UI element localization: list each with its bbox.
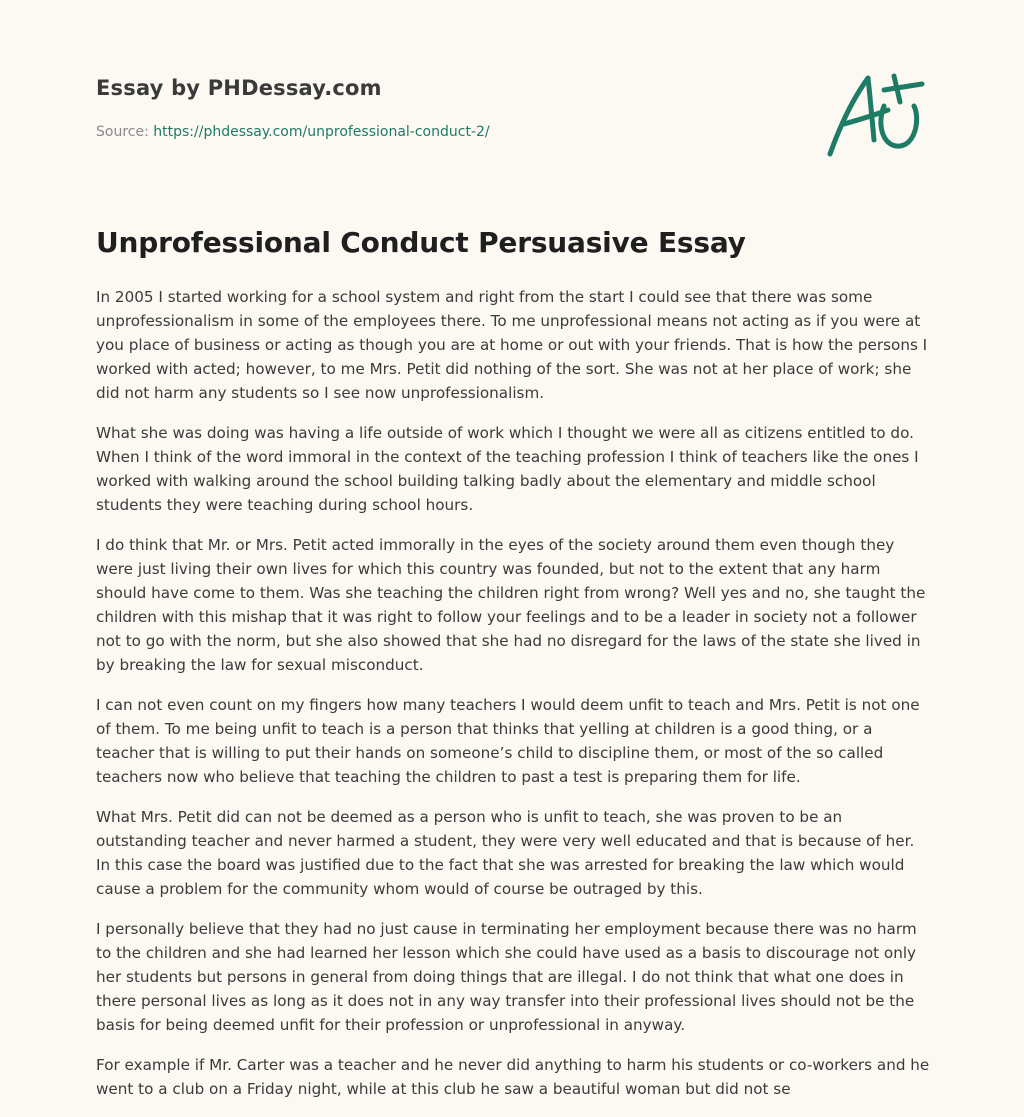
essay-paragraph: I do think that Mr. or Mrs. Petit acted immorally in the eyes of the society around them even though they were just living their own lives for which this country was founded, but not to the extent that any harm should have come to them. Was she teaching the children right from wrong? Well yes and no, she taught the children with this mishap that it was right to follow your feelings and to be a leader in society not a follower not to go with the norm, but she also showed that she had no disregard for the laws of the state she lived in by breaking the law for sexual misconduct. <box>96 536 926 674</box>
essay-title: Unprofessional Conduct Persuasive Essay <box>96 226 746 259</box>
source-link[interactable]: https://phdessay.com/unprofessional-conduct-2/ <box>153 124 490 140</box>
essay-paragraph: I can not even count on my fingers how many teachers I would deem unfit to teach and Mrs. Petit is not one of them. To me being unfit to teach is a person that thinks that yelling at children is a good thing, or a teacher that is willing to put their hands on someone’s child to discipline them, or most of the so called teachers now who believe that teaching the children to past a test is preparing them for life. <box>96 696 920 786</box>
site-title: Essay by PHDessay.com <box>96 76 382 100</box>
a-plus-logo-icon <box>824 66 928 162</box>
essay-paragraph: For example if Mr. Carter was a teacher and he never did anything to harm his students or co-workers and he went to a club on a Friday night, while at this club he saw a beautiful woman but did not se <box>96 1056 930 1098</box>
essay-paragraph: What Mrs. Petit did can not be deemed as a person who is unfit to teach, she was proven to be an outstanding teacher and never harmed a student, they were very well educated and that is because of her. In this case the board was justified due to the fact that she was arrested for breaking the law which would cause a problem for the community whom would of course be outraged by this. <box>96 808 915 898</box>
essay-body <box>96 285 932 1117</box>
source-label: Source: <box>96 124 149 140</box>
page-header <box>96 72 926 182</box>
essay-paragraph: I personally believe that they had no just cause in terminating her employment because there was no harm to the children and she had learned her lesson which she could have used as a basis to discourage not only her students but persons in general from doing things that are illegal. I do not think that what one does in there personal lives as long as it does not in any way transfer into their professional lives should not be the basis for being deemed unfit for their profession or unprofessional in anyway. <box>96 920 917 1034</box>
essay-paragraph: In 2005 I started working for a school system and right from the start I could see that there was some unprofessionalism in some of the employees there. To me unprofessional means not acting as if you were at you place of business or acting as though you are at home or out with your friends. That is how the persons I worked with acted; however, to me Mrs. Petit did nothing of the sort. She was not at her place of work; she did not harm any students so I see now unprofessionalism. <box>96 288 928 402</box>
source-line <box>96 124 490 140</box>
essay-paragraph: What she was doing was having a life outside of work which I thought we were all as citizens entitled to do. When I think of the word immoral in the context of the teaching profession I think of teachers like the ones I worked with walking around the school building talking badly about the elementary and middle school students they were teaching during school hours. <box>96 424 919 514</box>
